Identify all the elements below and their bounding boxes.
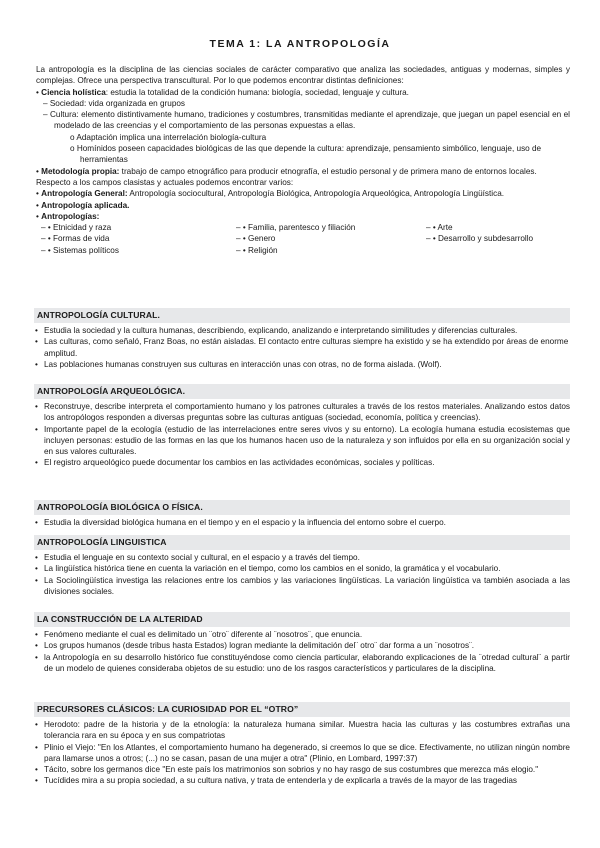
- section-precursores-clasicos: [34, 702, 570, 786]
- list-item: • Las culturas, como señaló, Franz Boas, no están aisladas. El contacto entre culturas siempre ha existido y se ha extendido por áreas de enorme amplitud.: [34, 336, 570, 358]
- section-list: [34, 629, 570, 674]
- list-item: • Reconstruye, describe interpreta el comportamiento humano y los patrones culturales a través de los restos materiales. Analizando estos datos los antropólogos responden a diversas preguntas sobre las culturas antiguas (sociedad, economía, política y creencias).: [34, 401, 570, 423]
- section-list: [34, 401, 570, 468]
- topic-item: – • Arte: [426, 223, 453, 233]
- ciencia-holistica-text: : estudia la totalidad de la condición humana: biología, sociedad, lenguaje y cultura.: [105, 87, 409, 97]
- section-antropologia-arqueologica: [34, 384, 570, 468]
- cultura-sub-item: o Adaptación implica una interrelación biología-cultura: [70, 132, 267, 142]
- intro-block: [36, 64, 570, 256]
- topic-item: – • Genero: [236, 234, 276, 244]
- section-heading: PRECURSORES CLÁSICOS: LA CURIOSIDAD POR EL “OTRO”: [34, 702, 570, 717]
- section-heading: ANTROPOLOGÍA CULTURAL.: [34, 308, 570, 323]
- antropologia-general-label: Antropología General:: [41, 189, 128, 199]
- list-item: • Fenómeno mediante el cual es delimitado un ¨otro¨ diferente al ¨nosotros¨, que enuncia.: [34, 629, 570, 640]
- topic-item: [426, 245, 566, 256]
- page-title: TEMA 1: LA ANTROPOLOGÍA: [209, 38, 391, 50]
- list-item: • El registro arqueológico puede documentar los cambios en las actividades económicas, sociales y políticas.: [34, 457, 570, 468]
- topic-item: – • Etnicidad y raza: [41, 223, 112, 233]
- antropologia-general-item: • Antropología General: Antropología sociocultural, Antropología Biológica, Antropología Arqueológica, Antropología Lingüística.: [36, 189, 505, 199]
- metodologia-label: Metodología propia:: [41, 166, 120, 176]
- antropologia-aplicada-item: • Antropología aplicada.: [36, 200, 130, 210]
- antropologia-general-text: Antropología sociocultural, Antropología Biológica, Antropología Arqueológica, Antropología Lingüística.: [127, 189, 505, 199]
- antropologias-item: • Antropologías:: [36, 211, 100, 221]
- topics-grid: [41, 222, 570, 256]
- list-item: • Estudia la diversidad biológica humana en el tiempo y en el espacio y la influencia del entorno sobre el cuerpo.: [34, 517, 570, 528]
- sociedad-item: – Sociedad: vida organizada en grupos: [43, 98, 186, 108]
- list-item: • La Sociolingüística investiga las relaciones entre los cambios y las variaciones lingüísticas. La variación lingüística va también asociada a las divisiones sociales.: [34, 575, 570, 597]
- list-item: • Tácito, sobre los germanos dice "En este país los matrimonios son sobrios y no hay rasgo de sus costumbres que merezca más elogio.": [34, 764, 570, 775]
- section-construccion-alteridad: [34, 612, 570, 674]
- list-item: • la Antropología en su desarrollo histórico fue constituyéndose como ciencia particular, elaborando explicaciones de la ¨otredad cultural¨ a partir de un modelo de quienes consideraba objetos de su estudio: uno de los rasgos característicos y particulares de la disciplina.: [34, 652, 570, 674]
- list-item: • Herodoto: padre de la historia y de la etnología: la naturaleza humana similar. Muestra hacia las culturas y las costumbres extrañas una tolerancia rara en su época y en sus compatriotas: [34, 719, 570, 741]
- list-item: • Tucídides mira a su propia sociedad, a su cultura nativa, y trata de entenderla y de explicarla a través de la mayor de las tragedias: [34, 775, 570, 786]
- topic-item: – • Formas de vida: [41, 234, 110, 244]
- section-heading: LA CONSTRUCCIÓN DE LA ALTERIDAD: [34, 612, 570, 627]
- ciencia-holistica-label: Ciencia holística: [41, 87, 106, 97]
- section-list: [34, 719, 570, 786]
- section-list: [34, 325, 570, 370]
- section-list: [34, 517, 570, 528]
- section-antropologia-linguistica: [34, 535, 570, 597]
- metodologia-item: • Metodología propia: trabajo de campo etnográfico para producir etnografía, el estudio personal y de primera mano de entornos locales.: [36, 166, 537, 176]
- antropologia-aplicada-label: Antropología aplicada.: [41, 200, 130, 210]
- section-antropologia-cultural: [34, 308, 570, 370]
- antropologias-label: Antropologías:: [41, 211, 100, 221]
- section-heading: ANTROPOLOGÍA LINGUISTICA: [34, 535, 570, 550]
- section-heading: ANTROPOLOGÍA ARQUEOLÓGICA.: [34, 384, 570, 399]
- metodologia-text: trabajo de campo etnográfico para producir etnografía, el estudio personal y de primera mano de entornos locales.: [119, 166, 537, 176]
- cultura-item: – Cultura: elemento distintivamente humano, tradiciones y costumbres, transmitidas mediante el aprendizaje, que juegan un papel esencial en el modelado de las creencias y el comportamiento de las personas expuestas a ellas.: [43, 110, 570, 131]
- list-item: • Las poblaciones humanas construyen sus culturas en interacción unas con otras, no de forma aislada. (Wolf).: [34, 359, 570, 370]
- list-item: • La lingüística histórica tiene en cuenta la variación en el tiempo, como los cambios en el sonido, la gramática y el vocabulario.: [34, 563, 570, 574]
- topic-item: – • Religión: [236, 245, 278, 255]
- list-item: • Estudia la sociedad y la cultura humanas, describiendo, explicando, analizando e interpretando similitudes y diferencias culturales.: [34, 325, 570, 336]
- intro-paragraph: La antropología es la disciplina de las ciencias sociales de carácter comparativo que analiza las sociedades, antiguas y modernas, simples y complejas. Ofrece una perspectiva transcultural. Por lo que podemos encontrar distintas definiciones:: [36, 65, 570, 86]
- list-item: • Estudia el lenguaje en su contexto social y cultural, en el espacio y a través del tiempo.: [34, 552, 570, 563]
- ciencia-holistica-item: • Ciencia holística: estudia la totalidad de la condición humana: biología, sociedad, lenguaje y cultura.: [36, 87, 409, 97]
- topic-item: – • Desarrollo y subdesarrollo: [426, 234, 534, 244]
- respecto-line: Respecto a los campos clasistas y actuales podemos encontrar varios:: [36, 177, 294, 187]
- topic-item: – • Sistemas políticos: [41, 245, 119, 255]
- list-item: • Importante papel de la ecología (estudio de las interrelaciones entre seres vivos y su entorno). La ecología humana estudia ecosistemas que incluyen personas: estudio de las formas en las que los humanos hacen uso de la naturaleza y son influidos por ella en su organización social y en sus valores culturales.: [34, 424, 570, 458]
- cultura-sub-item: o Homínidos poseen capacidades biológicas de las que depende la cultura: aprendizaje, pensamiento simbólico, lenguaje, uso de herramientas: [70, 144, 542, 165]
- section-list: [34, 552, 570, 597]
- section-heading: ANTROPOLOGÍA BIOLÓGICA O FÍSICA.: [34, 500, 570, 515]
- topic-item: – • Familia, parentesco y filiación: [236, 223, 356, 233]
- list-item: • Los grupos humanos (desde tribus hasta Estados) logran mediante la delimitación del¨ otro¨ dar forma a un ¨nosotros¨.: [34, 640, 570, 651]
- list-item: • Plinio el Viejo: "En los Atlantes, el comportamiento humano ha degenerado, si creemos lo que se dice. Efectivamente, no utilizan ningún nombre para llamarse unos a otros; (...) no se casan, pasan de una mujer a otra" (Plinio, en Lombard, 1997:37): [34, 742, 570, 764]
- section-antropologia-biologica: [34, 500, 570, 528]
